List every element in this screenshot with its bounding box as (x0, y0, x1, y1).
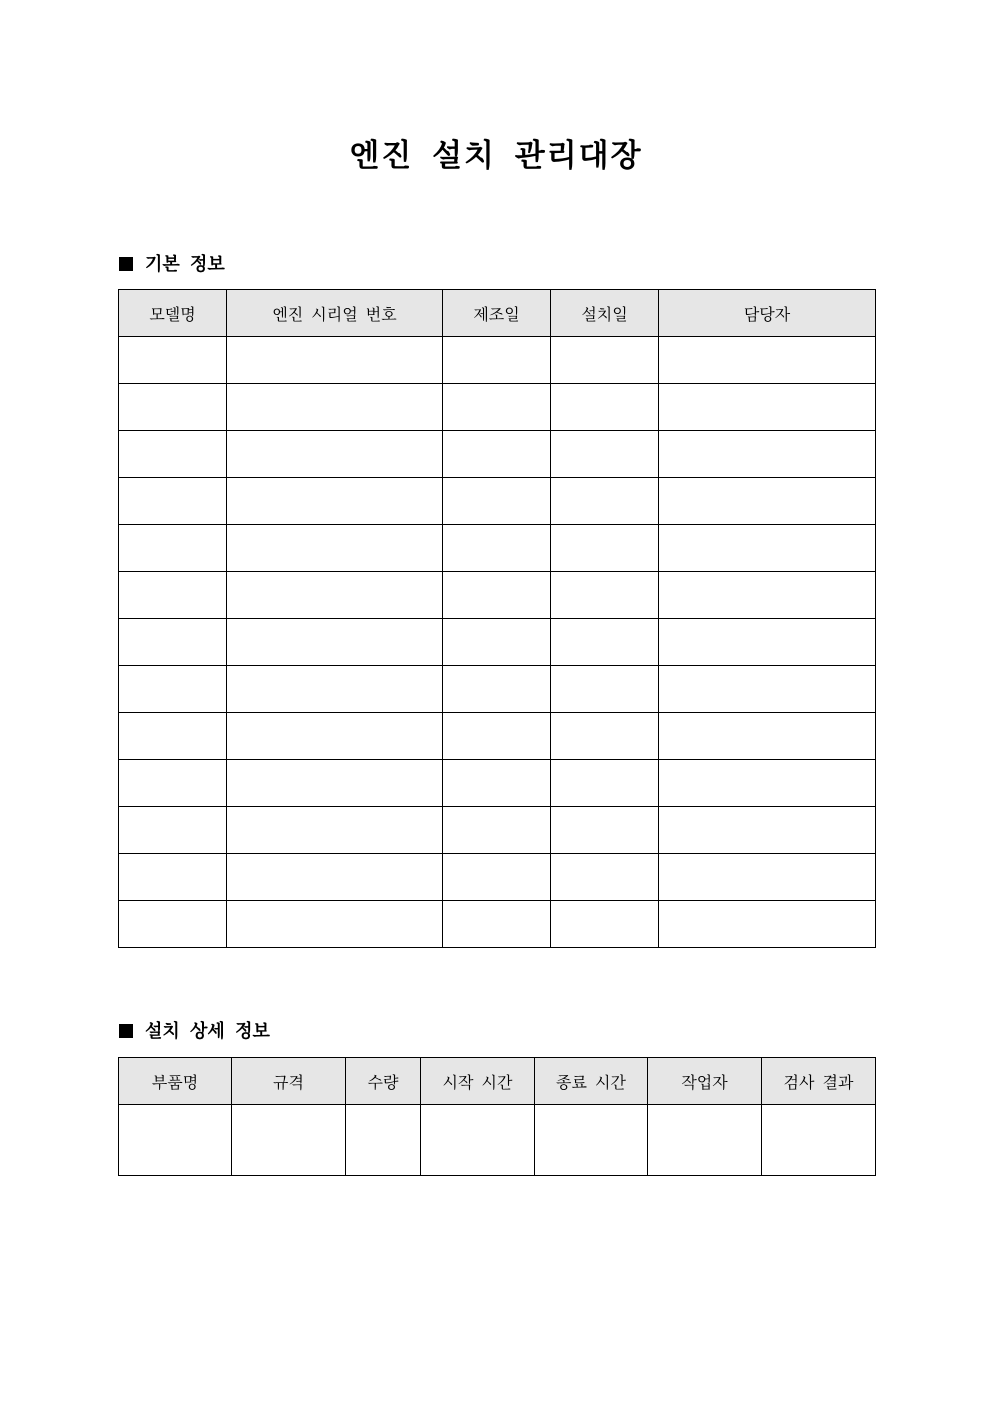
table-cell[interactable] (119, 1105, 232, 1176)
table-cell[interactable] (551, 525, 659, 572)
table-cell[interactable] (659, 431, 876, 478)
table-header-row (119, 1058, 876, 1105)
table-cell[interactable] (659, 478, 876, 525)
table-cell[interactable] (119, 384, 227, 431)
table-cell[interactable] (659, 854, 876, 901)
table-cell[interactable] (119, 666, 227, 713)
table-cell[interactable] (119, 337, 227, 384)
section-heading-basic-info (119, 252, 225, 278)
square-bullet-icon (119, 257, 133, 271)
table-cell[interactable] (119, 854, 227, 901)
table-cell[interactable] (443, 384, 551, 431)
table-cell[interactable] (227, 525, 443, 572)
table-cell[interactable] (119, 760, 227, 807)
column-header-inspection-result: 검사 결과 (762, 1058, 876, 1105)
table-cell[interactable] (443, 478, 551, 525)
page-title: 엔진 설치 관리대장 (349, 138, 643, 174)
table-row (119, 666, 876, 713)
table-cell[interactable] (551, 760, 659, 807)
column-header-worker: 작업자 (648, 1058, 762, 1105)
table-cell[interactable] (551, 384, 659, 431)
table-cell[interactable] (443, 431, 551, 478)
table-row (119, 854, 876, 901)
table-cell[interactable] (443, 713, 551, 760)
table-cell[interactable] (119, 901, 227, 948)
table-cell[interactable] (227, 478, 443, 525)
table-cell[interactable] (551, 666, 659, 713)
table-row (119, 1105, 876, 1176)
table-cell[interactable] (119, 431, 227, 478)
column-header-install-date: 설치일 (551, 290, 659, 337)
column-header-serial: 엔진 시리얼 번호 (227, 290, 443, 337)
table-cell[interactable] (659, 525, 876, 572)
table-cell[interactable] (227, 713, 443, 760)
table-cell[interactable] (551, 901, 659, 948)
section-heading-label: 설치 상세 정보 (145, 1021, 270, 1042)
table-cell[interactable] (443, 337, 551, 384)
table-cell[interactable] (227, 854, 443, 901)
table-cell[interactable] (227, 807, 443, 854)
table-row (119, 572, 876, 619)
table-cell[interactable] (119, 807, 227, 854)
column-header-manufacture-date: 제조일 (443, 290, 551, 337)
table-cell[interactable] (443, 525, 551, 572)
table-row (119, 337, 876, 384)
table-cell[interactable] (421, 1105, 535, 1176)
column-header-part-name: 부품명 (119, 1058, 232, 1105)
table-row (119, 760, 876, 807)
table-cell[interactable] (659, 760, 876, 807)
table-cell[interactable] (659, 572, 876, 619)
table-cell[interactable] (227, 337, 443, 384)
table-cell[interactable] (227, 760, 443, 807)
table-cell[interactable] (119, 525, 227, 572)
install-detail-table (118, 1057, 876, 1176)
column-header-quantity: 수량 (346, 1058, 421, 1105)
table-cell[interactable] (762, 1105, 876, 1176)
table-cell[interactable] (346, 1105, 421, 1176)
table-cell[interactable] (551, 854, 659, 901)
column-header-spec: 규격 (232, 1058, 346, 1105)
section-heading-label: 기본 정보 (145, 254, 225, 275)
table-cell[interactable] (227, 431, 443, 478)
table-row (119, 431, 876, 478)
table-row (119, 525, 876, 572)
table-cell[interactable] (443, 807, 551, 854)
table-row (119, 713, 876, 760)
table-cell[interactable] (551, 337, 659, 384)
table-cell[interactable] (551, 572, 659, 619)
table-cell[interactable] (443, 854, 551, 901)
table-cell[interactable] (659, 713, 876, 760)
table-cell[interactable] (227, 666, 443, 713)
table-cell[interactable] (551, 478, 659, 525)
table-row (119, 901, 876, 948)
table-cell[interactable] (227, 572, 443, 619)
table-cell[interactable] (227, 619, 443, 666)
table-cell[interactable] (119, 713, 227, 760)
table-cell[interactable] (551, 807, 659, 854)
table-cell[interactable] (551, 713, 659, 760)
table-cell[interactable] (443, 619, 551, 666)
table-cell[interactable] (551, 619, 659, 666)
table-cell[interactable] (443, 666, 551, 713)
table-row (119, 619, 876, 666)
column-header-end-time: 종료 시간 (535, 1058, 648, 1105)
column-header-model: 모델명 (119, 290, 227, 337)
table-header-row (119, 290, 876, 337)
table-cell[interactable] (443, 901, 551, 948)
basic-info-table (118, 289, 876, 948)
table-cell[interactable] (659, 384, 876, 431)
table-cell[interactable] (232, 1105, 346, 1176)
table-cell[interactable] (119, 572, 227, 619)
table-cell[interactable] (659, 337, 876, 384)
table-cell[interactable] (119, 478, 227, 525)
table-row (119, 478, 876, 525)
table-cell[interactable] (648, 1105, 762, 1176)
column-header-start-time: 시작 시간 (421, 1058, 535, 1105)
table-cell[interactable] (119, 619, 227, 666)
section-heading-install-detail (119, 1019, 270, 1045)
column-header-manager: 담당자 (659, 290, 876, 337)
table-cell[interactable] (535, 1105, 648, 1176)
table-cell[interactable] (659, 807, 876, 854)
table-cell[interactable] (227, 901, 443, 948)
table-cell[interactable] (659, 666, 876, 713)
table-row (119, 807, 876, 854)
table-cell[interactable] (659, 901, 876, 948)
table-cell[interactable] (443, 760, 551, 807)
table-row (119, 384, 876, 431)
table-cell[interactable] (227, 384, 443, 431)
table-cell[interactable] (551, 431, 659, 478)
table-cell[interactable] (659, 619, 876, 666)
table-cell[interactable] (443, 572, 551, 619)
square-bullet-icon (119, 1024, 133, 1038)
